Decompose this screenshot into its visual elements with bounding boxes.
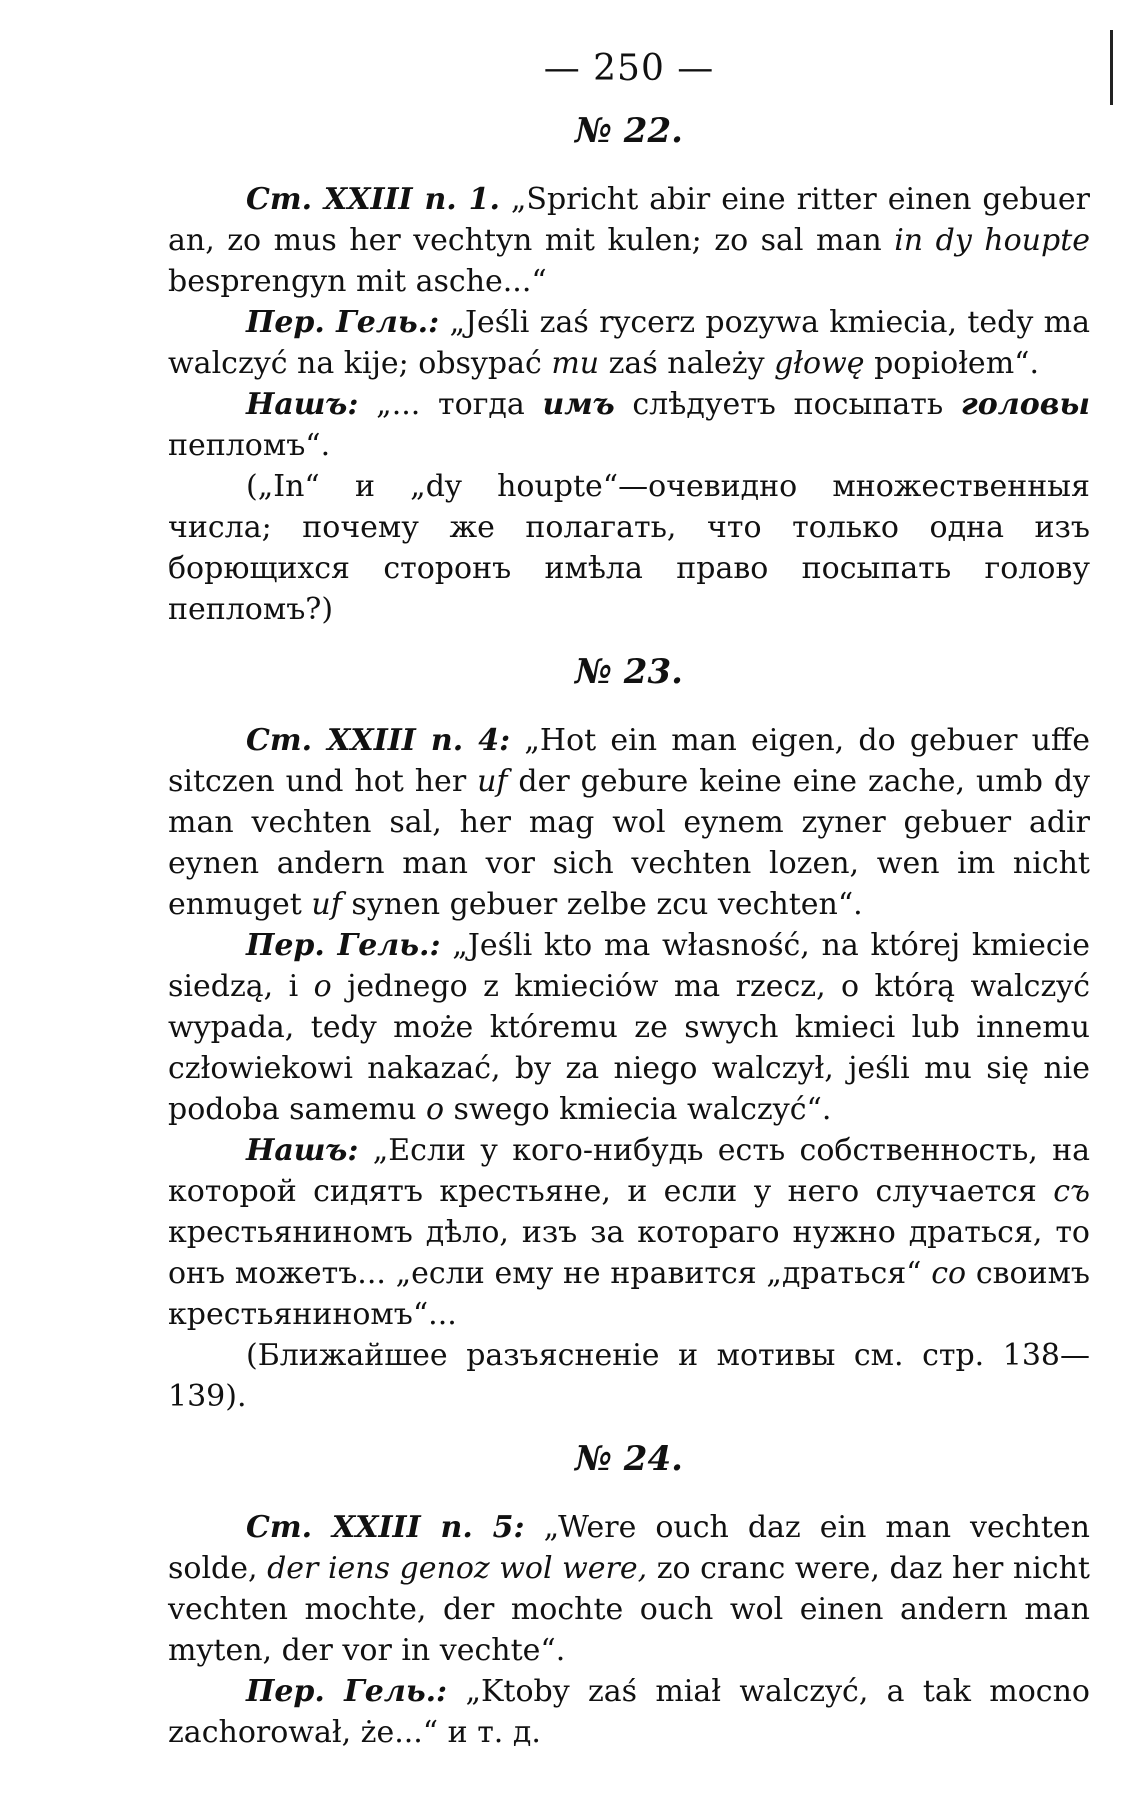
emphasis: o xyxy=(425,1092,445,1127)
paragraph-text: „... тогда xyxy=(358,387,543,422)
emphasis: uf xyxy=(477,764,508,799)
section-heading-22: № 22. xyxy=(575,111,683,151)
section-heading-23: № 23. xyxy=(575,652,683,692)
margin-rule xyxy=(1110,30,1113,105)
page-number: — 250 — xyxy=(543,48,715,89)
emphasis: со xyxy=(931,1256,967,1291)
paragraph-label: Нашъ: xyxy=(246,387,359,422)
paragraph-text: synen gebuer zelbe zcu vechten“. xyxy=(341,887,863,922)
paragraph-text: swego kmiecia walczyć“. xyxy=(444,1092,832,1127)
emphasis: mu xyxy=(551,346,600,381)
paragraph-23-polish xyxy=(168,925,1090,1130)
paragraph-label: Нашъ: xyxy=(246,1133,359,1168)
paragraph-text: „Ktoby zaś miał walczyć, a tak mocno zachorował, że...“ и т. д. xyxy=(168,1674,1090,1750)
paragraph-text: popiołem“. xyxy=(864,346,1040,381)
paragraph-label: Cm. XXIII n. 1. xyxy=(246,182,500,217)
paragraph-24-polish xyxy=(168,1671,1090,1753)
paragraph-label: Cm. XXIII n. 4: xyxy=(246,723,511,758)
page xyxy=(168,48,1090,1753)
paragraph-22-original xyxy=(168,179,1090,302)
paragraph-text: „Hot ein man eigen, do gebuer uffe sitczen und hot her xyxy=(168,723,1090,799)
paragraph-label: Cm. XXIII n. 5: xyxy=(246,1510,525,1545)
emphasis: in dy houpte xyxy=(894,223,1091,258)
emphasis: o xyxy=(313,969,332,1004)
paragraph-22-russian xyxy=(168,384,1090,466)
paragraph-text: „Jeśli zaś rycerz pozywa kmiecia, tedy ma walczyć na kije; obsypać xyxy=(168,305,1090,381)
paragraph-text: своимъ крестьяниномъ“... xyxy=(168,1256,1090,1332)
paragraph-text: zaś należy xyxy=(599,346,775,381)
paragraph-24-original xyxy=(168,1507,1090,1671)
section-heading-24: № 24. xyxy=(575,1439,683,1479)
paragraph-text: пепломъ“. xyxy=(168,428,331,463)
paragraph-23-note xyxy=(168,1335,1090,1417)
paragraph-text: крестьяниномъ дѣло, изъ за котораго нужно драться, то онъ можетъ... „если ему не нравится „драться“ xyxy=(168,1215,1090,1291)
paragraph-text: zo cranc were, daz her nicht vechten mochte, der mochte ouch wol einen andern man myten, der vor in vechte“. xyxy=(168,1551,1090,1668)
emphasis: der iens genoz wol were, xyxy=(267,1551,648,1586)
paragraph-text: слѣдуетъ посыпать xyxy=(614,387,961,422)
paragraph-text: besprengyn mit asche...“ xyxy=(168,264,547,299)
paragraph-text: „Spricht abir eine ritter einen gebuer an, zo mus her vechtyn mit kulen; zo sal man xyxy=(168,182,1091,258)
paragraph-text: „Jeśli kto ma własność, na której kmiecie siedzą, i xyxy=(168,928,1090,1004)
paragraph-text: „Если у кого-нибудь есть собственность, на которой сидятъ крестьяне, и если у него случается xyxy=(168,1133,1090,1209)
paragraph-label: Пер. Гель.: xyxy=(246,305,440,340)
paragraph-text: (Ближайшее разъясненіе и мотивы см. стр. 138—139). xyxy=(168,1338,1090,1414)
paragraph-23-russian xyxy=(168,1130,1090,1335)
paragraph-text: („In“ и „dy houpte“—очевидно множественныя числа; почему же полагать, что только одна изъ борющихся сторонъ имѣла право посыпать голову пепломъ?) xyxy=(168,469,1090,627)
paragraph-22-note xyxy=(168,466,1090,630)
emphasis: головы xyxy=(960,387,1090,422)
paragraph-text: „Were ouch daz ein man vechten solde, xyxy=(168,1510,1090,1586)
paragraph-label: Пер. Гель.: xyxy=(246,1674,448,1709)
emphasis: съ xyxy=(1053,1174,1090,1209)
paragraph-22-polish xyxy=(168,302,1090,384)
emphasis: głowę xyxy=(774,346,865,381)
emphasis: имъ xyxy=(542,387,615,422)
paragraph-text: jednego z kmieciów ma rzecz, o którą walczyć wypada, tedy może któremu ze swych kmieci lub innemu człowiekowi nakazać, by za niego walczył, jeśli mu się nie podoba samemu xyxy=(168,969,1090,1127)
paragraph-text: der gebure keine eine zache, umb dy man vechten sal, her mag wol eynem zyner gebuer adir eynen andern man vor sich vechten lozen, wen im nicht enmuget xyxy=(168,764,1091,922)
emphasis: uf xyxy=(311,887,342,922)
paragraph-label: Пер. Гель.: xyxy=(246,928,441,963)
paragraph-23-original xyxy=(168,720,1090,925)
